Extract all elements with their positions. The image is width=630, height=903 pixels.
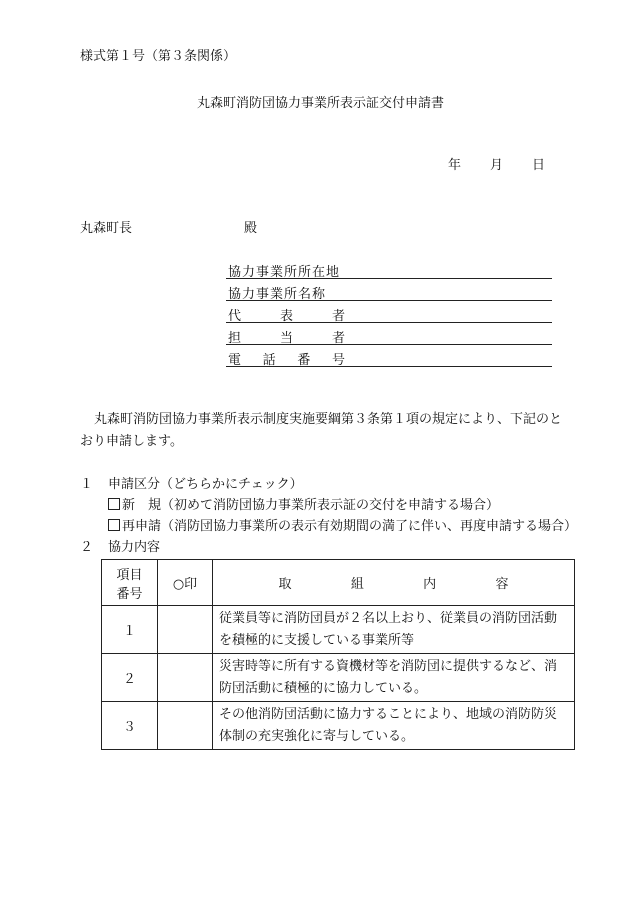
field-representative-label: 代 表 者	[228, 309, 346, 324]
date-month: 月	[490, 158, 504, 173]
date-year: 年	[448, 158, 462, 173]
row-content: 従業員等に消防団員が２名以上おり、従業員の消防団活動 を積極的に支援している事業所等	[213, 606, 575, 654]
row-number: ２	[102, 654, 158, 702]
body-text-line2: おり申請します。	[80, 434, 183, 449]
form-number: 様式第１号（第３条関係）	[80, 49, 237, 64]
field-address[interactable]	[226, 260, 552, 279]
section1-title: 申請区分（どちらかにチェック）	[108, 477, 303, 492]
table-row	[102, 606, 575, 654]
body-text-line1: 丸森町消防団協力事業所表示制度実施要綱第３条第１項の規定により、下記のと	[94, 412, 563, 427]
table-row	[102, 702, 575, 750]
field-phone-label: 電 話 番 号	[228, 353, 346, 368]
section1-number: １	[80, 477, 94, 492]
table-row	[102, 654, 575, 702]
option-new[interactable]	[108, 497, 499, 515]
header-item-number: 項目 番号	[102, 560, 158, 606]
date-day: 日	[532, 158, 546, 173]
option-renewal-label: 再申請（消防団協力事業所の表示有効期間の満了に伴い、再度申請する場合）	[122, 519, 578, 534]
row-number: ３	[102, 702, 158, 750]
field-phone[interactable]	[226, 348, 552, 367]
field-address-label: 協力事業所所在地	[228, 265, 341, 280]
document-title: 丸森町消防団協力事業所表示証交付申請書	[197, 96, 445, 111]
checkbox-renewal[interactable]	[108, 519, 120, 531]
mark-cell[interactable]	[158, 606, 213, 654]
section2-number: ２	[80, 540, 94, 555]
section2-title: 協力内容	[108, 540, 161, 555]
mark-cell[interactable]	[158, 702, 213, 750]
option-renewal[interactable]	[108, 518, 577, 536]
addressee-name: 丸森町長	[80, 221, 133, 236]
option-new-label: 新 規（初めて消防団協力事業所表示証の交付を申請する場合）	[122, 498, 500, 513]
row-content: 災害時等に所有する資機材等を消防団に提供するなど、消 防団活動に積極的に協力している。	[213, 654, 575, 702]
cooperation-table	[101, 559, 575, 750]
mark-cell[interactable]	[158, 654, 213, 702]
field-person-in-charge-label: 担 当 者	[228, 331, 346, 346]
row-number: １	[102, 606, 158, 654]
header-content: 取 組 内 容	[213, 560, 575, 606]
table-header-row	[102, 560, 575, 606]
field-representative[interactable]	[226, 304, 552, 323]
checkbox-new[interactable]	[108, 498, 120, 510]
header-mark: ○印	[158, 560, 213, 606]
field-company-name[interactable]	[226, 282, 552, 301]
addressee-honorific: 殿	[244, 221, 258, 236]
field-company-name-label: 協力事業所名称	[228, 287, 327, 302]
row-content: その他消防団活動に協力することにより、地域の消防防災 体制の充実強化に寄与している。	[213, 702, 575, 750]
field-person-in-charge[interactable]	[226, 326, 552, 345]
